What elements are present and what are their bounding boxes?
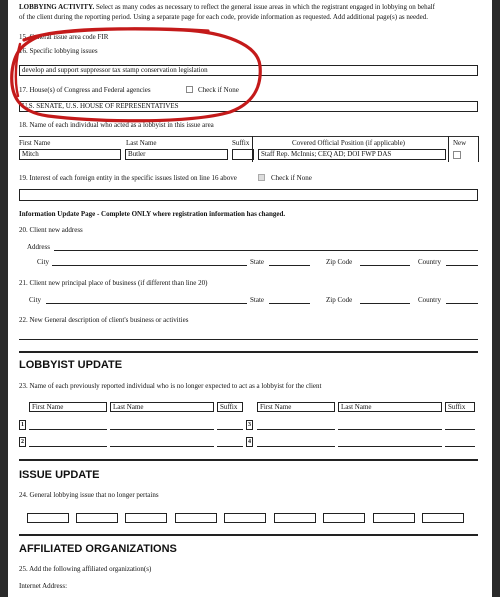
line-22-label: 22. New General description of client's business or activities <box>19 316 189 324</box>
col-suffix: Suffix <box>232 139 250 147</box>
houses-agencies-field[interactable]: U.S. SENATE, U.S. HOUSE OF REPRESENTATIVES <box>19 101 478 112</box>
line-21-zip-label: Zip Code <box>326 296 353 304</box>
lu-col-last-2: Last Name <box>338 402 442 412</box>
line-20-zip-label: Zip Code <box>326 258 353 266</box>
line-15-label: 15. General issue area code FIR <box>19 33 109 41</box>
line-18-label: 18. Name of each individual who acted as a lobbyist in this issue area <box>19 121 214 129</box>
intro-text-2: of the client during the reporting period. Using a separate page for each code, provide information as requested. Add additional page(s) as needed. <box>19 13 428 21</box>
line-19-label: 19. Interest of each foreign entity in the specific issues listed on line 16 above <box>19 174 237 182</box>
col-position: Covered Official Position (if applicable) <box>292 139 406 147</box>
line-21-city-label: City <box>29 296 42 304</box>
lu-col-last-1: Last Name <box>110 402 214 412</box>
update-page-heading: Information Update Page - Complete ONLY where registration information has changed. <box>19 210 286 218</box>
internet-address-label: Internet Address: <box>19 582 68 590</box>
affiliated-heading: AFFILIATED ORGANIZATIONS <box>19 543 177 555</box>
line-16-label: 16. Specific lobbying issues <box>19 47 98 55</box>
intro-heading: LOBBYING ACTIVITY. <box>19 3 95 11</box>
lu-row-number-3: 3 <box>248 422 251 428</box>
covered-position-field[interactable]: Staff Rep. McInnis; CEQ AD; DOI FWP DAS <box>258 149 446 160</box>
line-21-state-label: State <box>250 296 264 304</box>
line-19-check-label: Check if None <box>271 174 312 182</box>
intro-text-1: Select as many codes as necessary to reflect the general issue areas in which the registrant engaged in lobbying on behalf <box>94 3 435 11</box>
line-25-label: 25. Add the following affiliated organization(s) <box>19 565 152 573</box>
line-21-label: 21. Client new principal place of business (if different than line 20) <box>19 279 208 287</box>
line-20-label: 20. Client new address <box>19 226 83 234</box>
line-20-country-label: Country <box>418 258 441 266</box>
line-17-label: 17. House(s) of Congress and Federal agencies <box>19 86 151 94</box>
form-page <box>8 0 492 597</box>
red-annotation-circle <box>8 0 492 597</box>
line-23-label: 23. Name of each previously reported individual who is no longer expected to act as a lobbyist for the client <box>19 382 322 390</box>
line-24-label: 24. General lobbying issue that no longer pertains <box>19 491 159 499</box>
lu-col-suffix-1: Suffix <box>217 402 243 412</box>
lobbyist-update-heading: LOBBYIST UPDATE <box>19 359 123 371</box>
line-20-address-label: Address <box>27 243 50 251</box>
line-20-state-label: State <box>250 258 264 266</box>
lu-col-first-2: First Name <box>257 402 335 412</box>
lobbyist-last-name-field[interactable]: Butler <box>125 149 228 160</box>
issue-update-heading: ISSUE UPDATE <box>19 469 100 481</box>
line-17-check-label: Check if None <box>198 86 239 94</box>
col-last-name: Last Name <box>126 139 157 147</box>
lu-col-suffix-2: Suffix <box>445 402 475 412</box>
lu-row-number-4: 4 <box>248 439 251 445</box>
col-new: New <box>453 139 467 147</box>
col-first-name: First Name <box>19 139 51 147</box>
lu-col-first-1: First Name <box>29 402 107 412</box>
lu-row-number-2: 2 <box>21 439 24 445</box>
line-21-country-label: Country <box>418 296 441 304</box>
line-20-city-label: City <box>37 258 50 266</box>
lobbyist-first-name-field[interactable]: Mitch <box>19 149 121 160</box>
lu-row-number-1: 1 <box>21 422 24 428</box>
specific-issues-field[interactable]: develop and support suppressor tax stamp conservation legislation <box>19 65 478 76</box>
